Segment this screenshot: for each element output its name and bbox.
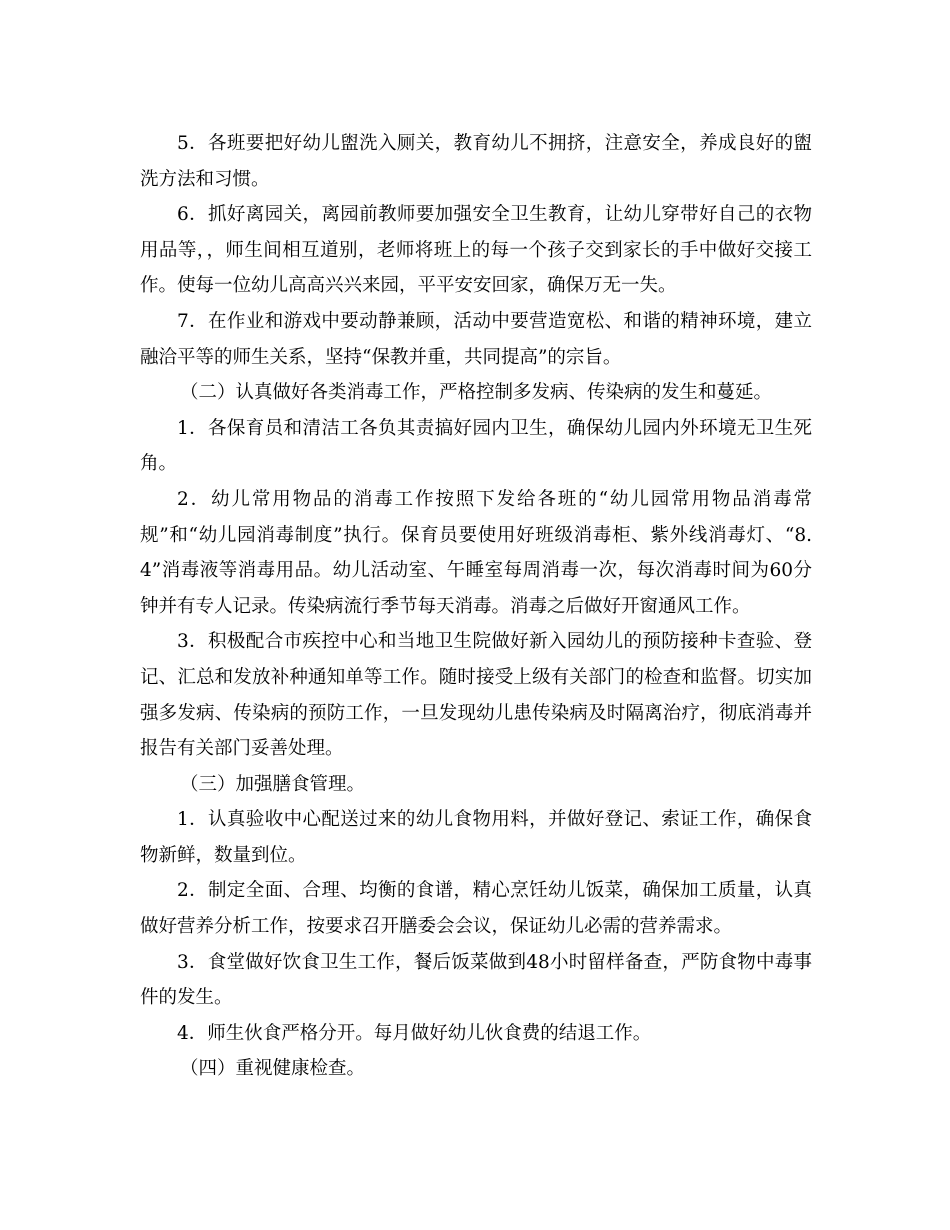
paragraph-food-hygiene: 3．食堂做好饮食卫生工作，餐后饭菜做到48小时留样备查，严防食物中毒事件的发生。 xyxy=(140,951,812,1009)
paragraph-activities-games: 7．在作业和游戏中要动静兼顾，活动中要营造宽松、和谐的精神环境，建立融洽平等的师生关系，坚持“保教并重，共同提高”的宗旨。 xyxy=(140,310,812,368)
document-body xyxy=(140,126,812,1087)
paragraph-disinfection-rules: 2．幼儿常用物品的消毒工作按照下发给各班的“幼儿园常用物品消毒常规”和“幼儿园消毒制度”执行。保育员要使用好班级消毒柜、紫外线消毒灯、“8.4”消毒液等消毒用品。幼儿活动室、午睡室每周消毒一次，每次消毒时间为60分钟并有专人记录。传染病流行季节每天消毒。消毒之后做好开窗通风工作。 xyxy=(140,488,812,617)
paragraph-food-inspection: 1．认真验收中心配送过来的幼儿食物用料，并做好登记、索证工作，确保食物新鲜，数量到位。 xyxy=(140,809,812,866)
paragraph-meal-separation: 4．师生伙食严格分开。每月做好幼儿伙食费的结退工作。 xyxy=(177,1022,652,1044)
paragraph-vaccination-check: 3．积极配合市疾控中心和当地卫生院做好新入园幼儿的预防接种卡查验、登记、汇总和发放补种通知单等工作。随时接受上级有关部门的检查和监督。切实加强多发病、传染病的预防工作，一旦发现幼儿患传染病及时隔离治疗，彻底消毒并报告有关部门妥善处理。 xyxy=(140,631,812,760)
paragraph-menu-planning: 2．制定全面、合理、均衡的食谱，精心烹饪幼儿饭菜，确保加工质量，认真做好营养分析工作，按要求召开膳委会会议，保证幼儿必需的营养需求。 xyxy=(140,880,812,938)
paragraph-cleaning-duties: 1．各保育员和清洁工各负其责搞好园内卫生，确保幼儿园内外环境无卫生死角。 xyxy=(140,417,812,475)
section-heading-meal-management: （三）加强膳食管理。 xyxy=(180,773,366,795)
paragraph-leaving-kindergarten: 6．抓好离园关，离园前教师要加强安全卫生教育，让幼儿穿带好自己的衣物用品等，，师生间相互道别，老师将班上的每一个孩子交到家长的手中做好交接工作。使每一位幼儿高高兴兴来园，平平安安回家，确保万无一失。 xyxy=(140,204,812,297)
section-heading-health-check: （四）重视健康检查。 xyxy=(180,1058,366,1080)
section-heading-disinfection: （二）认真做好各类消毒工作，严格控制多发病、传染病的发生和蔓延。 xyxy=(180,382,773,404)
paragraph-handwashing-toilet: 5．各班要把好幼儿盥洗入厕关，教育幼儿不拥挤，注意安全，养成良好的盥洗方法和习惯。 xyxy=(140,133,812,190)
